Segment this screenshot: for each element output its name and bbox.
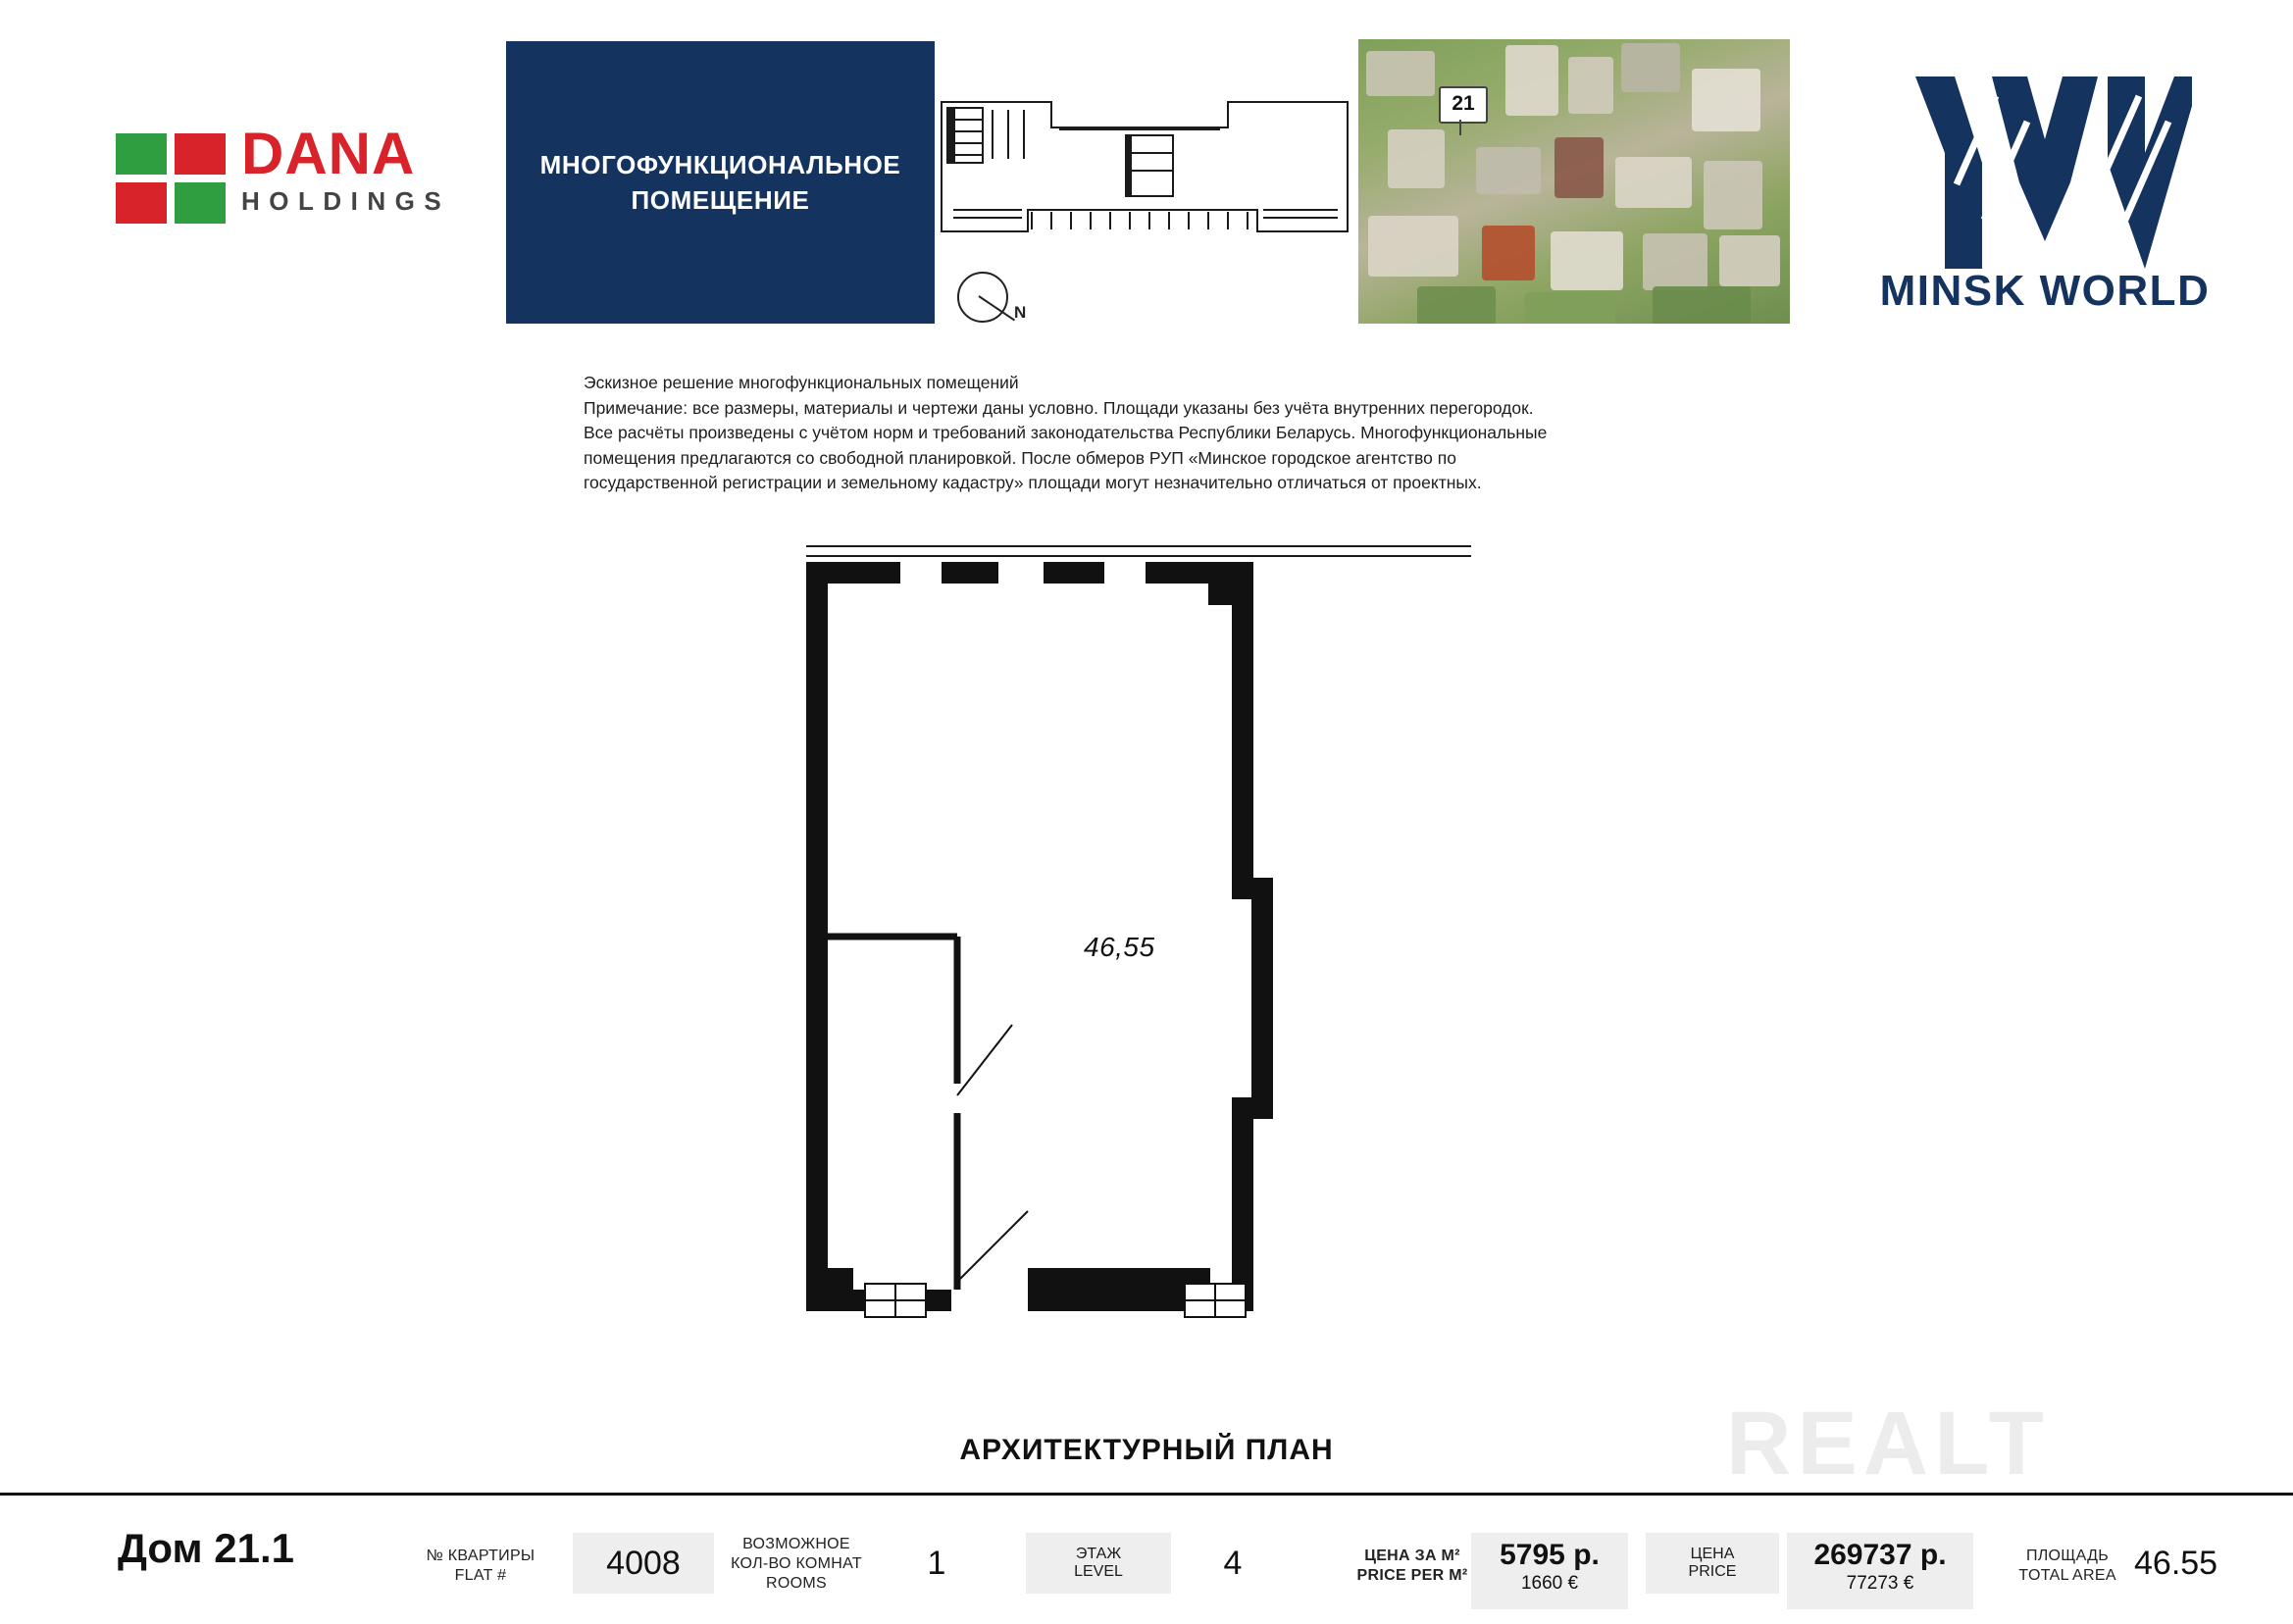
price-per-m2-eur: 1660 € — [1520, 1573, 1579, 1594]
dana-brand-name: DANA — [241, 121, 416, 186]
compass-north-label: N — [1014, 303, 1027, 322]
flat-number-label-ru: № КВАРТИРЫ — [426, 1548, 535, 1564]
level-label-box — [1026, 1533, 1171, 1594]
house-number: Дом 21.1 — [118, 1525, 295, 1571]
dana-brand-subtitle: HOLDINGS — [241, 186, 451, 216]
price-eur: 77273 € — [1846, 1573, 1914, 1594]
price-per-m2-byn: 5795 р. — [1500, 1539, 1600, 1571]
specs-footer-bar — [0, 1493, 2293, 1624]
document-title-line-2: ПОМЕЩЕНИЕ — [631, 185, 810, 215]
total-area-label-ru: ПЛОЩАДЬ — [2025, 1548, 2110, 1564]
note-line: Все расчёты произведены с учётом норм и требований законодательства Республики Беларусь. Многофункциональные — [584, 423, 1548, 442]
level-label-en: LEVEL — [1074, 1563, 1123, 1580]
dana-four-squares-icon — [116, 133, 231, 228]
document-title-text — [540, 147, 901, 218]
level-value: 4 — [1223, 1545, 1243, 1582]
plan-area-value: 46,55 — [1084, 932, 1155, 962]
rooms-label-en: ROOMS — [766, 1575, 827, 1592]
total-area-label-en: TOTAL AREA — [2018, 1567, 2116, 1584]
aerial-site-photo — [1358, 39, 1790, 324]
level-label-ru: ЭТАЖ — [1075, 1546, 1122, 1562]
dana-holdings-logo — [116, 121, 479, 233]
flat-number-label-en: FLAT # — [454, 1567, 507, 1584]
plan-caption: АРХИТЕКТУРНЫЙ ПЛАН — [959, 1434, 1334, 1466]
price-per-m2-label-ru: ЦЕНА ЗА М² — [1364, 1548, 1460, 1564]
minsk-world-wordmark: MINSK WORLD — [1879, 267, 2211, 315]
document-title-line-1: МНОГОФУНКЦИОНАЛЬНОЕ — [539, 150, 901, 179]
document-title-block — [506, 41, 935, 324]
disclaimer-note — [584, 371, 1770, 496]
rooms-label-ru-2: КОЛ-ВО КОМНАТ — [731, 1555, 862, 1572]
note-line: государственной регистрации и земельному кадастру» площади могут незначительно отличаться от проектных. — [584, 473, 1482, 492]
price-label-box — [1646, 1533, 1779, 1594]
architectural-floor-plan — [785, 534, 1530, 1388]
flat-number-value: 4008 — [606, 1544, 681, 1582]
rooms-value: 1 — [927, 1545, 946, 1582]
flat-number-label — [392, 1547, 569, 1586]
price-byn: 269737 р. — [1813, 1539, 1947, 1571]
price-per-m2-label-en: PRICE PER M² — [1356, 1567, 1468, 1584]
key-plan-icon — [934, 94, 1355, 246]
page-header — [0, 0, 2293, 343]
note-line: Примечание: все размеры, материалы и чертежи даны условно. Площади указаны без учёта внутренних перегородок. — [584, 397, 1534, 418]
price-label-ru: ЦЕНА — [1690, 1546, 1735, 1562]
price-per-m2-value-box — [1471, 1533, 1628, 1609]
flat-number-value-box — [573, 1533, 714, 1594]
price-value-box — [1787, 1533, 1973, 1609]
rooms-label — [698, 1535, 894, 1594]
total-area-label — [1979, 1547, 2156, 1586]
realt-watermark: REALT — [1726, 1394, 2050, 1494]
note-line: Эскизное решение многофункциональных помещений — [584, 373, 1019, 392]
site-number-badge: 21 — [1439, 86, 1488, 124]
note-line: помещения предлагаются со свободной планировкой. После обмеров РУП «Минское городское агентство по — [584, 447, 1456, 468]
total-area-value: 46.55 — [2134, 1545, 2218, 1582]
compass-icon — [957, 272, 1036, 332]
rooms-label-ru-1: ВОЗМОЖНОЕ — [742, 1536, 850, 1552]
price-label-en: PRICE — [1688, 1563, 1737, 1580]
